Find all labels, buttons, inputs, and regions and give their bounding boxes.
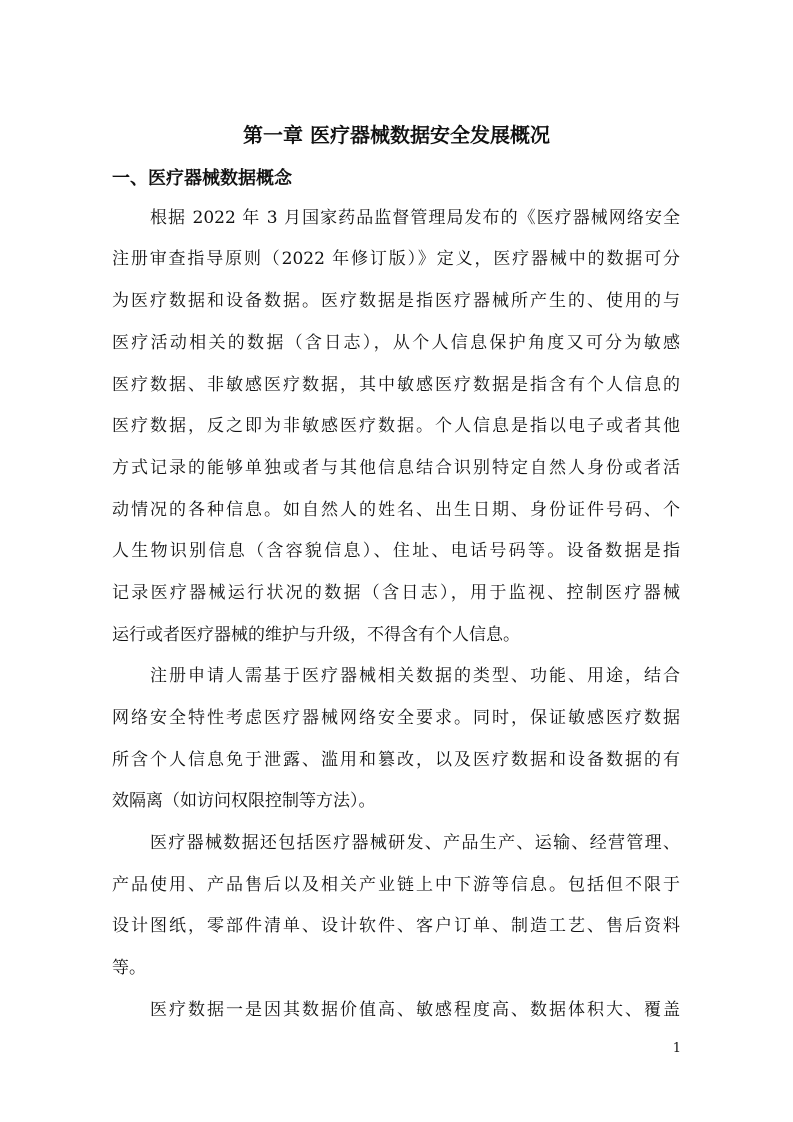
paragraph-1-line-9: 人生物识别信息（含容貌信息）、住址、电话号码等。设备数据是指: [112, 541, 680, 561]
paragraph-2-line-2: 网络安全特性考虑医疗器械网络安全要求。同时，保证敏感医疗数据: [112, 708, 680, 728]
paragraph-1-line-7: 方式记录的能够单独或者与其他信息结合识别特定自然人身份或者活: [112, 458, 680, 478]
chapter-title: 第一章 医疗器械数据安全发展概况: [243, 123, 550, 147]
paragraph-1-line-1: 根据 2022 年 3 月国家药品监督管理局发布的《医疗器械网络安全: [150, 208, 680, 228]
paragraph-1-line-11: 运行或者医疗器械的维护与升级，不得含有个人信息。: [112, 625, 520, 645]
page-number: 1: [672, 1041, 681, 1056]
paragraph-1-line-10: 记录医疗器械运行状况的数据（含日志），用于监视、控制医疗器械: [112, 583, 680, 603]
section-heading: 一、医疗器械数据概念: [112, 168, 292, 189]
paragraph-2-line-3: 所含个人信息免于泄露、滥用和篡改，以及医疗数据和设备数据的有: [112, 750, 680, 770]
paragraph-1-line-5: 医疗数据、非敏感医疗数据，其中敏感医疗数据是指含有个人信息的: [112, 375, 680, 395]
paragraph-3-line-2: 产品使用、产品售后以及相关产业链上中下游等信息。包括但不限于: [112, 875, 680, 895]
paragraph-3-line-4: 等。: [112, 958, 146, 978]
paragraph-4-line-1: 医疗数据一是因其数据价值高、敏感程度高、数据体积大、覆盖: [150, 1000, 680, 1020]
paragraph-1-line-8: 动情况的各种信息。如自然人的姓名、出生日期、身份证件号码、个: [112, 500, 680, 520]
paragraph-1-line-4: 医疗活动相关的数据（含日志），从个人信息保护角度又可分为敏感: [112, 333, 680, 353]
paragraph-1-line-2: 注册审查指导原则（2022 年修订版）》定义，医疗器械中的数据可分: [112, 249, 680, 269]
paragraph-3-line-3: 设计图纸，零部件清单、设计软件、客户订单、制造工艺、售后资料: [112, 916, 680, 936]
paragraph-2-line-1: 注册申请人需基于医疗器械相关数据的类型、功能、用途，结合: [150, 666, 680, 686]
paragraph-1-line-6: 医疗数据，反之即为非敏感医疗数据。个人信息是指以电子或者其他: [112, 416, 680, 436]
paragraph-1-line-3: 为医疗数据和设备数据。医疗数据是指医疗器械所产生的、使用的与: [112, 291, 680, 311]
paragraph-3-line-1: 医疗器械数据还包括医疗器械研发、产品生产、运输、经营管理、: [150, 833, 680, 853]
paragraph-2-line-4: 效隔离（如访问权限控制等方法）。: [112, 791, 376, 811]
